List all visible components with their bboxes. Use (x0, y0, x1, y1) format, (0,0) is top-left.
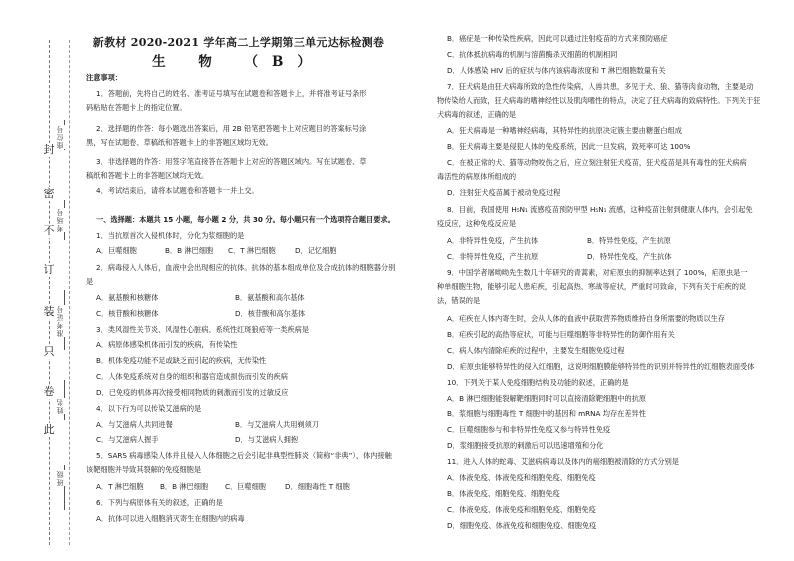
option: D．核苷酸和高尔基体 (235, 309, 306, 318)
seal-dashed-line-inner (69, 40, 70, 545)
option: B．狂犬病毒主要是侵犯人体的免疫系统，因此一旦发病，致死率可达 100% (447, 142, 691, 151)
option: C．非特异性免疫，产生抗原 (447, 252, 539, 261)
option: A．疟疾在人体内寄生时，会从人体的血液中获取营养物质维持自身所需要的物质以生存 (447, 314, 726, 323)
note-line: 3．非选择题的作答：用签字笔直接答在答题卡上对应的答题区域内。写在试题卷、草 (96, 157, 367, 166)
seal-char: 密 (41, 187, 57, 201)
seal-dashed-line (49, 40, 50, 545)
question-1: 1．当抗原首次入侵机体时，分化为浆细胞的是 (96, 231, 245, 240)
note-line: 码粘贴在答题卡上的指定位置。 (86, 103, 187, 112)
option: D．细胞毒性 T 细胞 (285, 482, 350, 491)
option: D．特异性免疫，产生抗体 (587, 252, 672, 261)
option: D．记忆细胞 (295, 246, 337, 255)
exam-title: 新教材 2020-2021 学年高二上学期第三单元达标检测卷 (92, 36, 385, 49)
option: B．体液免疫、细胞免疫、细胞免疫 (447, 489, 560, 498)
field-admission-number: 准考证号 (56, 305, 64, 337)
field-class: 班级 (56, 470, 64, 486)
note-line: 黑，写在试题卷、草稿纸和答题卡上的非答题区域均无效。 (86, 138, 273, 147)
question-2: 2．病毒侵入人体后，血液中会出现相应的抗体。抗体的基本组成单位及合成抗体的细胞器分别 (96, 263, 396, 272)
binding-strip (0, 0, 80, 561)
seal-char: 装 (41, 305, 57, 319)
subject-title: 生 物 （B） (152, 54, 325, 70)
option: D．细胞免疫、体液免疫和细胞免疫、细胞免疫 (447, 521, 597, 530)
option: A．体液免疫、体液免疫和细胞免疫、细胞免疫 (447, 473, 596, 482)
option: A．与艾滋病人共同进餐 (96, 420, 173, 429)
option: C．体液免疫、体液免疫和细胞免疫、细胞免疫 (447, 505, 596, 514)
option: C．核苷酸和核糖体 (96, 309, 159, 318)
option: D．注射狂犬疫苗属于被动免疫过程 (447, 188, 561, 197)
seal-char: 只 (41, 345, 57, 359)
field-seat-number: 座位号 (56, 125, 64, 149)
option: A．病原体感染机体而引发的疾病，有传染性 (96, 340, 238, 349)
option: C．抗体抵抗病毒的机制与溶菌酶杀灭细菌的机制相同 (447, 50, 618, 59)
option: B．B 淋巴细胞 (165, 246, 214, 255)
question-6: 6．下列与病原体有关的叙述，正确的是 (96, 498, 223, 507)
option: C．人体免疫系统对自身的组织和器官造成损伤而引发的疾病 (96, 372, 288, 381)
question-7-cont: 犬病毒的叙述，正确的是 (437, 110, 517, 119)
question-8-cont: 疫反应，这种免疫反应是 (437, 219, 517, 228)
question-5: 5．SARS 病毒感染人体并且侵入人体细胞之后会引起非典型性肺炎（简称“非典”），体内接触 (96, 451, 392, 460)
option: D．疟原虫能够特异性的侵入红细胞，这说明细胞膜能够特异性的识别并特异性的红细胞表面受体 (447, 362, 755, 371)
question-7: 7．狂犬病是由狂犬病毒所致的急性传染病，人兽共患，多见于犬、狼、猫等肉食动物，主要是动 (447, 82, 754, 91)
option: A．氨基酸和核糖体 (96, 293, 159, 302)
option: A．B 淋巴细胞能裂解靶细胞同时可以直接清除靶细胞中的抗原 (447, 394, 647, 403)
option: C．T 淋巴细胞 (228, 246, 276, 255)
seal-char: 订 (41, 263, 57, 277)
option: D．浆细胞接受抗原的刺激后可以迅速增殖和分化 (447, 441, 604, 450)
option: B．B 淋巴细胞 (160, 482, 209, 491)
option: C．与艾滋病人握手 (96, 435, 159, 444)
option: C．在被正常的犬、猫等动物咬伤之后，应立刻注射狂犬疫苗，狂犬疫苗是具有毒性的狂犬病病 (447, 158, 747, 167)
question-9-cont: 种单细胞生物，能够引起人患疟疾，引起高热、寒战等症状，严重时可致命，下列有关于疟疾的说 (437, 282, 747, 291)
note-line: 2．选择题的作答：每小题选出答案后，用 2B 铅笔把答题卡上对应题目的答案标号涂 (96, 124, 367, 133)
question-4: 4．以下行为可以传染艾滋病的是 (96, 404, 202, 413)
option-cont: 毒活性的病原体所组成的 (437, 172, 517, 181)
field-name: 姓名 (56, 398, 64, 414)
option: A．狂犬病毒是一种嗜神经病毒，其特异性的抗原决定簇主要由糖蛋白组成 (447, 126, 682, 135)
option: D．人体感染 HIV 后的症状与体内该病毒浓度和 T 淋巴细胞数量有关 (447, 66, 666, 75)
option: A．巨噬细胞 (96, 246, 137, 255)
option: B．癌症是一种传染性疾病，因此可以通过注射疫苗的方式来预防癌症 (447, 34, 668, 43)
option: C．巨噬细胞 (225, 482, 266, 491)
seal-char: 此 (41, 423, 57, 437)
option: A．抗体可以进入细胞消灭寄生在细胞内的病毒 (96, 514, 245, 523)
question-3: 3．类风湿性关节炎、风湿性心脏病、系统性红斑狼疮等一类疾病是 (96, 325, 310, 334)
note-line: 1．答题前，先将自己的姓名、准考证号填写在试题卷和答题卡上，并将准考证号条形 (96, 89, 367, 98)
note-line: 4．考试结束后，请将本试题卷和答题卡一并上交。 (96, 186, 259, 195)
option: A．T 淋巴细胞 (96, 482, 144, 491)
option: D．与艾滋病人拥抱 (235, 435, 299, 444)
option: B．浆细胞与细胞毒性 T 细胞中的基因和 mRNA 均存在差异性 (447, 409, 646, 418)
option: B．氨基酸和高尔基体 (235, 293, 305, 302)
notes-heading: 注意事项： (86, 73, 122, 82)
question-10: 10．下列关于某人免疫细胞结构及功能的叙述，正确的是 (447, 378, 629, 387)
option: A．非特异性免疫，产生抗体 (447, 236, 539, 245)
option: B．特异性免疫，产生抗原 (587, 236, 671, 245)
seal-char: 不 (41, 224, 57, 238)
section-heading: 一、选择题：本题共 15 小题，每小题 2 分，共 30 分。每小题只有一个选项符合题目要求。 (96, 215, 395, 224)
option: B．与艾滋病人共用剃须刀 (235, 420, 319, 429)
question-8: 8．目前，我国使用 H₅N₁ 流感疫苗预防甲型 H₅N₁ 流感，这种疫苗注射到健康人体内，会引起免 (447, 205, 753, 214)
question-2-cont: 是 (86, 277, 94, 286)
option: D．已免疫的机体再次接受相同物质的刺激而引发的过敏反应 (96, 388, 289, 397)
seal-char: 封 (41, 143, 57, 157)
question-11: 11．进入人体的蛇毒、艾滋病病毒以及体内的癌细胞被清除的方式分别是 (447, 457, 679, 466)
seal-char: 卷 (41, 385, 57, 399)
question-9: 9．中国学者屠呦呦先生数几十年研究的青蒿素，对疟原虫的抑制率达到了 100%，疟原虫是一 (447, 268, 748, 277)
question-9-cont: 法，错误的是 (437, 296, 481, 305)
option: C．巨噬细胞参与和非特异性免疫又参与特异性免疫 (447, 425, 611, 434)
option: C．病人体内清除疟疾的过程中，主要发生细胞免疫过程 (447, 346, 625, 355)
field-exam-room: 考场号 (56, 208, 64, 232)
note-line: 稿纸和答题卡上的非答题区域均无效。 (86, 171, 209, 180)
option: B．机体免疫功能不足或缺乏而引起的疾病，无传染性 (96, 356, 267, 365)
option: B．疟疾引起的高热等症状，可能与巨噬细胞等非特异性的防御作用有关 (447, 330, 675, 339)
question-5-cont: 该靶细胞并导致其裂解的免疫细胞是 (86, 465, 202, 474)
question-7-cont: 物传染给人而致，狂犬病毒的嗜神经性以及肌肉嗜性的特点，决定了狂犬病毒的致病特性。下列关于狂 (437, 96, 761, 105)
